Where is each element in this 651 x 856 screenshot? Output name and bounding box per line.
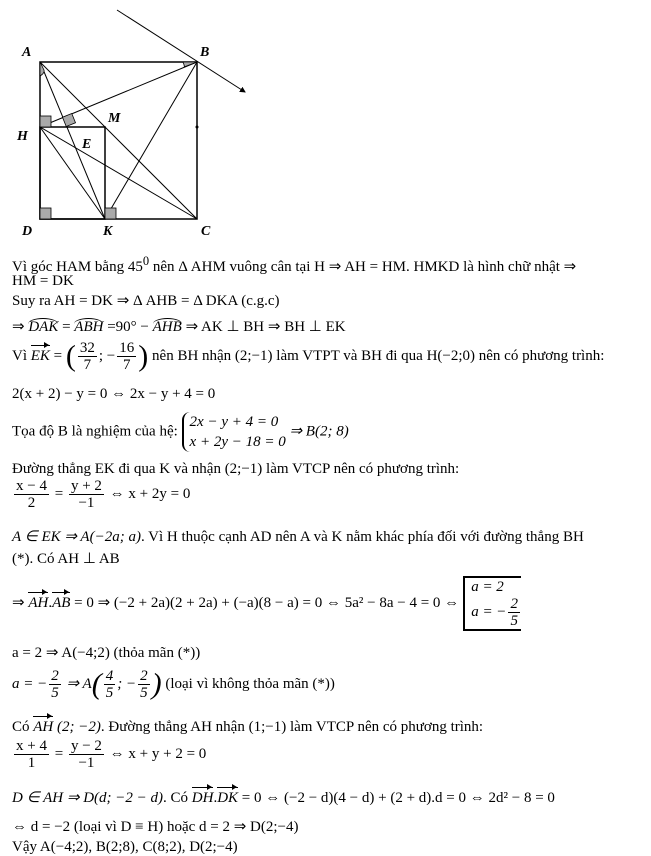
svg-text:A: A	[22, 45, 32, 60]
svg-text:B: B	[200, 45, 210, 60]
text-line-13: a = 2 ⇒ A(−4;2) (thỏa mãn (*))	[12, 645, 201, 661]
text-line-19: Vậy A(−4;2), B(2;8), C(8;2), D(2;−4)	[12, 839, 238, 855]
svg-text:H: H	[17, 129, 28, 144]
text-line-12: ⇒ AH.AB = 0 ⇒ (−2 + 2a)(2 + 2a) + (−a)(8 − a) = 0 ⇔ 5a² − 8a − 4 = 0 ⇔ a = 2 a = − $\frac{2}{5}$	[12, 576, 521, 631]
text-line-7: Tọa độ B là nghiệm của hệ: 2x − y + 4 = 0 x + 2y − 18 = 0 ⇒ B(2; 8)	[12, 414, 349, 450]
geometry-figure	[0, 0, 260, 240]
svg-text:M: M	[108, 111, 121, 126]
text-line-18: ⇔ d = −2 (loại vì D ≡ H) hoặc d = 2 ⇒ D(2;−4)	[12, 819, 299, 835]
text-line-3: Suy ra AH = DK ⇒ Δ AHB = Δ DKA (c.g.c)	[12, 293, 280, 309]
text-line-4: ⇒ DAK = ABH =90° − AHB ⇒ AK ⊥ BH ⇒ BH ⊥ EK	[12, 319, 346, 335]
text-line-1: Vì góc HAM bằng $45^0$ nên Δ AHM vuông cân tại H ⇒ AH = HM. HMKD là hình chữ nhật ⇒	[12, 254, 577, 275]
text-line-15: Có AH (2; −2). Đường thẳng AH nhận (1;−1) làm VTCP nên có phương trình:	[12, 719, 484, 735]
svg-text:D: D	[22, 224, 33, 239]
svg-text:E: E	[82, 137, 92, 152]
text-line-2: HM = DK	[12, 273, 74, 289]
svg-text:K: K	[103, 224, 113, 239]
text-line-5: Vì EK = ( $\frac{32}{7}$ ; − $\frac{16}{7}$ ) nên BH nhận (2;−1) làm VTPT và BH đi qua H(−2;0) nên có phương trình:	[12, 339, 605, 373]
text-line-11: (*). Có AH ⊥ AB	[12, 551, 120, 567]
text-line-9: $\frac{x - 4}{2}$ = $\frac{y + 2}{-1}$ ⇔ x + 2y = 0	[16, 478, 191, 511]
text-line-10: A ∈ EK ⇒ A(−2a; a). Vì H thuộc cạnh AD nên A và K nằm khác phía đối với đường thẳng BH	[12, 529, 584, 545]
text-line-6: 2(x + 2) − y = 0 ⇔ 2x − y + 4 = 0	[12, 386, 216, 402]
text-line-8: Đường thẳng EK đi qua K và nhận (2;−1) làm VTCP nên có phương trình:	[12, 461, 460, 477]
text-line-16: $\frac{x + 4}{1}$ = $\frac{y - 2}{-1}$ ⇔ x + y + 2 = 0	[16, 738, 207, 771]
text-line-17: D ∈ AH ⇒ D(d; −2 − d). Có DH.DK = 0 ⇔ (−2 − d)(4 − d) + (2 + d).d = 0 ⇔ 2d² − 8 = 0	[12, 790, 555, 806]
svg-text:C: C	[201, 224, 211, 239]
text-line-14: a = − $\frac{2}{5}$ ⇒ A( $\frac{4}{5}$ ; − $\frac{2}{5}$ ) (loại vì không thỏa mãn (*))	[12, 667, 335, 701]
